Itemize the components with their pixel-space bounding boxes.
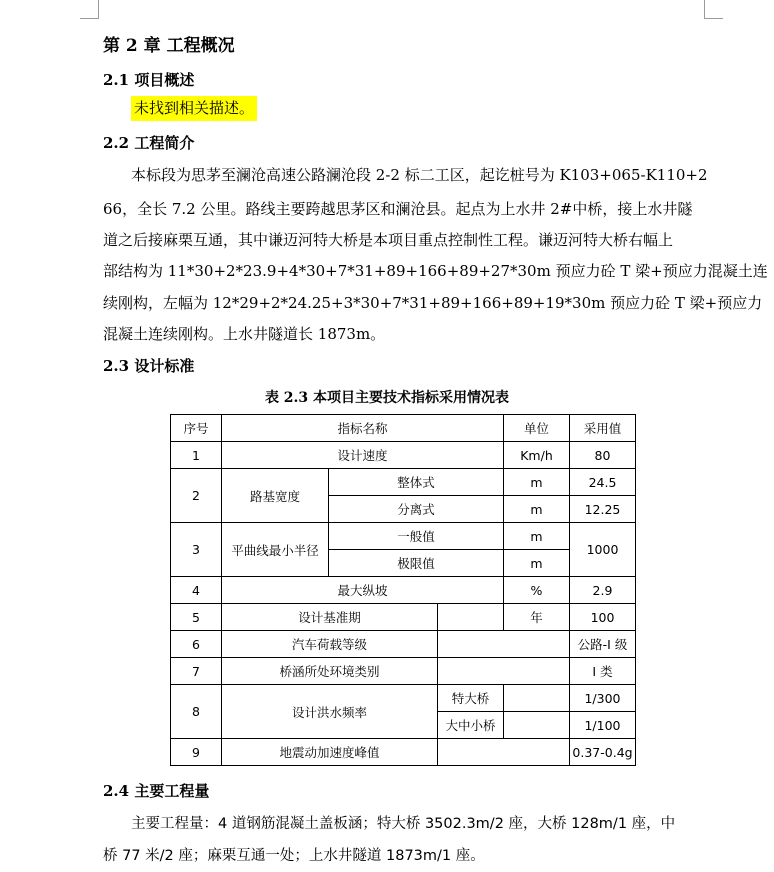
header-no: 序号 [171,415,222,442]
row-no: 1 [171,442,222,469]
row-unit: 年 [504,604,570,631]
row-value: 1/300 [570,685,636,712]
table-row [171,658,636,685]
row-subname: 大中小桥 [438,712,504,739]
row-value: 80 [570,442,636,469]
row-value: I 类 [570,658,636,685]
paragraph-line: 部结构为 11*30+2*23.9+4*30+7*31+89+166+89+27*30m 预应力砼 T 梁+预应力混凝土连 [103,262,768,280]
row-unit: m [504,523,570,550]
row-name: 设计洪水频率 [222,685,438,739]
paragraph-line: 道之后接麻栗互通，其中谦迈河特大桥是本项目重点控制性工程。谦迈河特大桥右幅上 [103,231,674,249]
row-empty-cell [504,685,570,712]
paragraph-line: 本标段为思茅至澜沧高速公路澜沧段 2-2 标二工区，起讫桩号为 K103+065-K110+2 [131,166,708,184]
row-subname: 极限值 [329,550,504,577]
section-2-4-title: 2.4 主要工程量 [103,782,210,800]
row-value: 12.25 [570,496,636,523]
row-unit: m [504,469,570,496]
row-value: 1/100 [570,712,636,739]
chapter-heading: 第 2 章 工程概况 [103,36,235,56]
header-value: 采用值 [570,415,636,442]
row-name: 地震动加速度峰值 [222,739,438,766]
paragraph-line: 续刚构，左幅为 12*29+2*24.25+3*30+7*31+89+166+89+19*30m 预应力砼 T 梁+预应力 [103,294,763,312]
row-empty-cell [504,712,570,739]
table-caption: 表 2.3 本项目主要技术指标采用情况表 [264,390,510,406]
table-row [171,739,636,766]
technical-indicators-table [170,414,636,766]
table-row [171,469,636,496]
row-no: 7 [171,658,222,685]
row-name: 最大纵坡 [222,577,504,604]
table-row [171,631,636,658]
section-2-1-title: 2.1 项目概述 [103,71,195,89]
paragraph-line: 66，全长 7.2 公里。路线主要跨越思茅区和澜沧县。起点为上水井 2#中桥，接上水井隧 [103,200,693,218]
row-unit: % [504,577,570,604]
row-name: 平曲线最小半径 [222,523,329,577]
section-2-2-title: 2.2 工程简介 [103,134,195,152]
row-no: 2 [171,469,222,523]
paragraph-line: 主要工程量：4 道钢筋混凝土盖板涵；特大桥 3502.3m/2 座，大桥 128m/1 座，中 [131,816,676,832]
crop-mark-top-right [704,0,723,19]
header-unit: 单位 [504,415,570,442]
row-subname: 分离式 [329,496,504,523]
paragraph-line: 桥 77 米/2 座；麻栗互通一处；上水井隧道 1873m/1 座。 [103,848,485,864]
row-value: 24.5 [570,469,636,496]
row-value: 1000 [570,523,636,577]
row-no: 8 [171,685,222,739]
table-row [171,442,636,469]
header-indicator-name: 指标名称 [222,415,504,442]
row-empty-cell [438,739,570,766]
table-row [171,577,636,604]
row-no: 5 [171,604,222,631]
row-no: 9 [171,739,222,766]
row-empty-cell [438,604,504,631]
section-2-3-title: 2.3 设计标准 [103,357,195,375]
row-empty-cell [438,631,570,658]
row-subname: 整体式 [329,469,504,496]
crop-mark-top-left [80,0,99,19]
row-subname: 一般值 [329,523,504,550]
row-value: 公路-I 级 [570,631,636,658]
row-unit: m [504,496,570,523]
row-name: 设计基准期 [222,604,438,631]
row-name: 汽车荷载等级 [222,631,438,658]
table-row [171,604,636,631]
row-value: 0.37-0.4g [570,739,636,766]
row-unit: Km/h [504,442,570,469]
row-name: 设计速度 [222,442,504,469]
table-header-row [171,415,636,442]
row-value: 2.9 [570,577,636,604]
row-no: 3 [171,523,222,577]
row-value: 100 [570,604,636,631]
row-name: 桥涵所处环境类别 [222,658,438,685]
row-unit: m [504,550,570,577]
row-no: 6 [171,631,222,658]
row-subname: 特大桥 [438,685,504,712]
paragraph-line: 混凝土连续刚构。上水井隧道长 1873m。 [103,325,386,343]
highlighted-placeholder-text: 未找到相关描述。 [131,96,257,121]
table-row [171,685,636,712]
table-row [171,523,636,550]
row-name: 路基宽度 [222,469,329,523]
row-empty-cell [438,658,570,685]
row-no: 4 [171,577,222,604]
